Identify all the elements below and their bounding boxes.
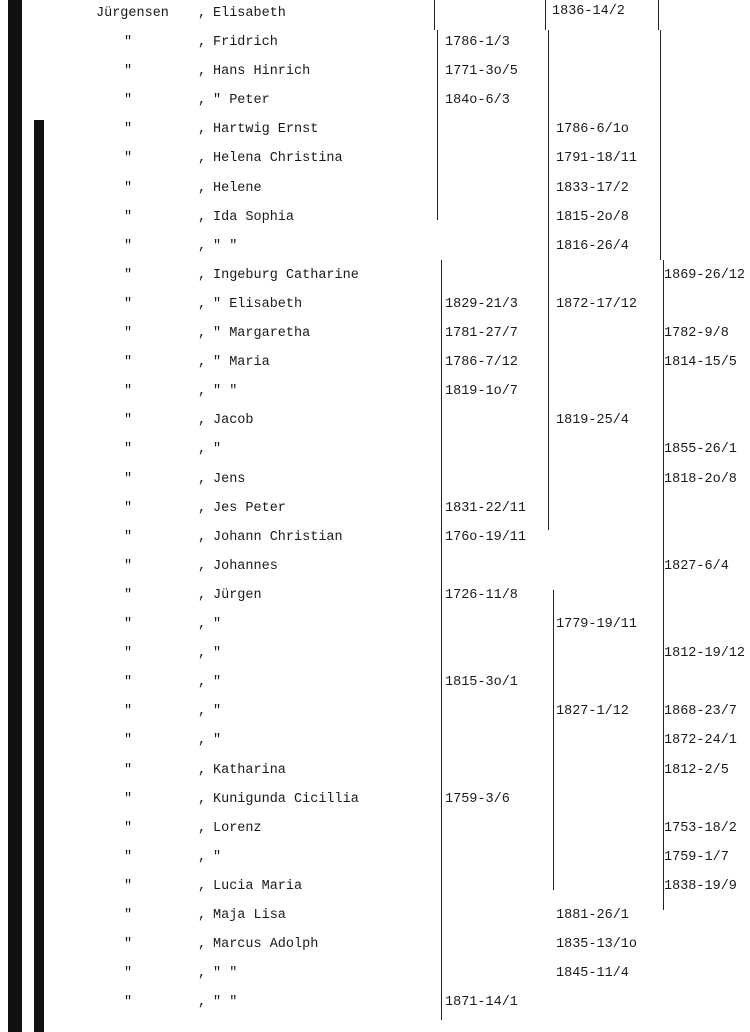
death-date: 1759-1/7 (664, 849, 729, 865)
given-name: Elisabeth (213, 6, 286, 21)
ditto-mark: " (124, 995, 133, 1011)
comma: , (198, 442, 207, 458)
given-name: " Elisabeth (213, 296, 303, 312)
register-row (0, 583, 750, 609)
death-date: 1838-19/9 (664, 878, 737, 894)
register-row (0, 961, 750, 987)
baptism-date: 1816-26/4 (556, 238, 629, 254)
register-row (0, 874, 750, 900)
ditto-mark: " (124, 180, 133, 196)
comma: , (198, 209, 207, 225)
register-row (0, 641, 750, 667)
given-name: " Margaretha (213, 326, 311, 341)
ditto-mark: " (124, 296, 133, 312)
baptism-date: 1819-25/4 (556, 413, 629, 429)
top-entry (0, 1, 750, 27)
register-row (0, 30, 750, 56)
birth-date: 1815-3o/1 (445, 675, 518, 691)
comma: , (198, 762, 207, 778)
given-name: " (213, 675, 222, 691)
death-date: 1855-26/1 (664, 442, 737, 458)
given-name: " (213, 849, 222, 865)
register-row (0, 787, 750, 813)
register-row (0, 117, 750, 143)
comma: , (198, 646, 207, 662)
comma: , (198, 296, 207, 312)
surname: Jürgensen (96, 6, 169, 21)
ditto-mark: " (124, 820, 133, 836)
ditto-mark: " (124, 791, 133, 807)
given-name: Katharina (213, 762, 286, 778)
comma: , (198, 878, 207, 894)
comma: , (198, 6, 207, 21)
ditto-mark: " (124, 704, 133, 720)
ditto-mark: " (124, 413, 133, 429)
ditto-mark: " (124, 471, 133, 487)
register-row (0, 379, 750, 405)
given-name: " (213, 617, 222, 632)
given-name: " Peter (213, 93, 270, 109)
register-row (0, 990, 750, 1016)
given-name: Jens (213, 471, 246, 487)
ditto-mark: " (124, 267, 133, 283)
comma: , (198, 238, 207, 254)
ditto-mark: " (124, 122, 133, 138)
given-name: " " (213, 966, 238, 982)
given-name: Maja Lisa (213, 908, 286, 923)
ditto-mark: " (124, 675, 133, 691)
given-name: Lorenz (213, 820, 262, 836)
given-name: Johannes (213, 558, 278, 574)
death-date: 1814-15/5 (664, 355, 737, 371)
register-row (0, 670, 750, 696)
comma: , (198, 995, 207, 1011)
comma: , (198, 413, 207, 429)
death-date: 1869-26/12 (664, 267, 746, 283)
ditto-mark: " (124, 646, 133, 662)
register-row (0, 554, 750, 580)
death-date: 1812-19/12 (664, 646, 746, 662)
ditto-mark: " (124, 878, 133, 894)
comma: , (198, 558, 207, 574)
comma: , (198, 355, 207, 371)
register-row (0, 699, 750, 725)
given-name: Hartwig Ernst (213, 122, 319, 138)
register-row (0, 321, 750, 347)
ditto-mark: " (124, 558, 133, 574)
comma: , (198, 733, 207, 749)
death-date: 1753-18/2 (664, 820, 737, 836)
given-name: Johann Christian (213, 529, 343, 545)
register-row (0, 408, 750, 434)
comma: , (198, 675, 207, 691)
baptism-date: 1833-17/2 (556, 180, 629, 196)
given-name: Ingeburg Catharine (213, 267, 359, 283)
birth-date: 176o-19/11 (445, 529, 527, 545)
given-name: " " (213, 384, 238, 400)
comma: , (198, 849, 207, 865)
death-date: 1827-6/4 (664, 558, 729, 574)
given-name: " " (213, 995, 238, 1011)
baptism-date: 1835-13/1o (556, 937, 638, 953)
register-row (0, 234, 750, 260)
comma: , (198, 587, 207, 603)
ditto-mark: " (124, 151, 133, 167)
top-entry-date: 1836-14/2 (552, 4, 625, 19)
given-name: Jacob (213, 413, 254, 429)
baptism-date: 1881-26/1 (556, 908, 629, 923)
register-row (0, 612, 750, 638)
birth-date: 1831-22/11 (445, 500, 527, 516)
register-row (0, 350, 750, 376)
register-row (0, 932, 750, 958)
register-row (0, 845, 750, 871)
comma: , (198, 93, 207, 109)
death-date: 1818-2o/8 (664, 471, 737, 487)
comma: , (198, 471, 207, 487)
ditto-mark: " (124, 908, 133, 923)
given-name: " (213, 704, 222, 720)
ditto-mark: " (124, 35, 133, 50)
comma: , (198, 820, 207, 836)
comma: , (198, 937, 207, 953)
comma: , (198, 326, 207, 341)
ditto-mark: " (124, 587, 133, 603)
birth-date: 1786-7/12 (445, 355, 518, 371)
baptism-date: 1791-18/11 (556, 151, 638, 167)
comma: , (198, 267, 207, 283)
register-row (0, 205, 750, 231)
register-row (0, 728, 750, 754)
death-date: 1868-23/7 (664, 704, 737, 720)
comma: , (198, 617, 207, 632)
register-row (0, 816, 750, 842)
given-name: " Maria (213, 355, 270, 371)
baptism-date: 1845-11/4 (556, 966, 629, 982)
birth-date: 1781-27/7 (445, 326, 518, 341)
ditto-mark: " (124, 93, 133, 109)
ditto-mark: " (124, 238, 133, 254)
comma: , (198, 500, 207, 516)
ditto-mark: " (124, 966, 133, 982)
baptism-date: 1815-2o/8 (556, 209, 629, 225)
register-row (0, 758, 750, 784)
given-name: Ida Sophia (213, 209, 295, 225)
comma: , (198, 64, 207, 80)
death-date: 1812-2/5 (664, 762, 729, 778)
ditto-mark: " (124, 849, 133, 865)
birth-date: 184o-6/3 (445, 93, 510, 109)
death-date: 1782-9/8 (664, 326, 729, 341)
ditto-mark: " (124, 209, 133, 225)
comma: , (198, 529, 207, 545)
given-name: " (213, 646, 222, 662)
comma: , (198, 966, 207, 982)
given-name: Fridrich (213, 35, 278, 50)
given-name: Helena Christina (213, 151, 343, 167)
ditto-mark: " (124, 529, 133, 545)
ditto-mark: " (124, 326, 133, 341)
given-name: Jes Peter (213, 500, 286, 516)
register-row (0, 263, 750, 289)
given-name: " " (213, 238, 238, 254)
comma: , (198, 908, 207, 923)
ditto-mark: " (124, 384, 133, 400)
comma: , (198, 791, 207, 807)
comma: , (198, 180, 207, 196)
baptism-date: 1779-19/11 (556, 617, 638, 632)
given-name: Lucia Maria (213, 878, 303, 894)
baptism-date: 1786-6/1o (556, 122, 629, 138)
ditto-mark: " (124, 442, 133, 458)
ditto-mark: " (124, 500, 133, 516)
birth-date: 1726-11/8 (445, 587, 518, 603)
register-row (0, 525, 750, 551)
comma: , (198, 704, 207, 720)
comma: , (198, 384, 207, 400)
register-row (0, 146, 750, 172)
baptism-date: 1827-1/12 (556, 704, 629, 720)
birth-date: 1819-1o/7 (445, 384, 518, 400)
register-row (0, 437, 750, 463)
birth-date: 1786-1/3 (445, 35, 510, 50)
given-name: Kunigunda Cicillia (213, 791, 359, 807)
given-name: " (213, 442, 222, 458)
given-name: Helene (213, 180, 262, 196)
ditto-mark: " (124, 762, 133, 778)
ditto-mark: " (124, 64, 133, 80)
register-row (0, 292, 750, 318)
ditto-mark: " (124, 355, 133, 371)
ditto-mark: " (124, 937, 133, 953)
given-name: Hans Hinrich (213, 64, 311, 80)
birth-date: 1771-3o/5 (445, 64, 518, 80)
given-name: Jürgen (213, 587, 262, 603)
ditto-mark: " (124, 733, 133, 749)
birth-date: 1759-3/6 (445, 791, 510, 807)
given-name: " (213, 733, 222, 749)
comma: , (198, 151, 207, 167)
register-row (0, 59, 750, 85)
given-name: Marcus Adolph (213, 937, 319, 953)
register-row (0, 88, 750, 114)
register-row (0, 496, 750, 522)
comma: , (198, 122, 207, 138)
birth-date: 1829-21/3 (445, 296, 518, 312)
death-date: 1872-24/1 (664, 733, 737, 749)
ditto-mark: " (124, 617, 133, 632)
comma: , (198, 35, 207, 50)
baptism-date: 1872-17/12 (556, 296, 638, 312)
register-row (0, 467, 750, 493)
register-row (0, 176, 750, 202)
register-row (0, 903, 750, 929)
birth-date: 1871-14/1 (445, 995, 518, 1011)
